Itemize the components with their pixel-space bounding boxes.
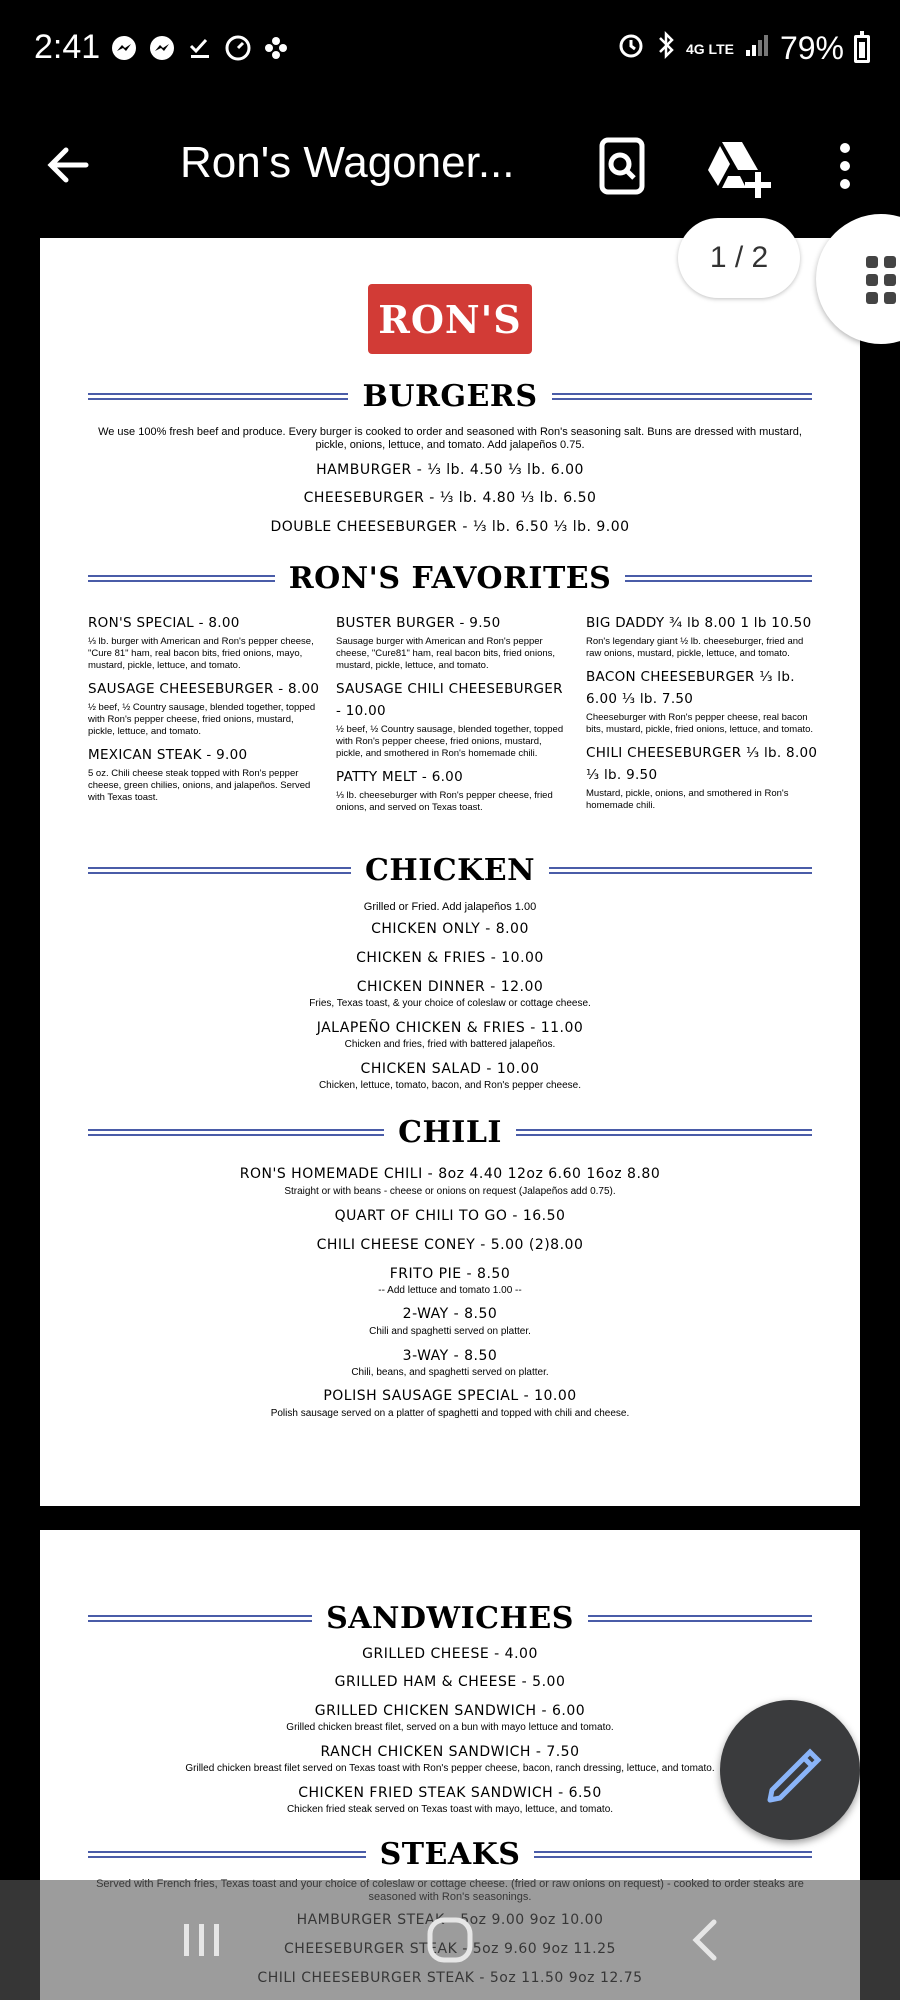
menu-item: HAMBURGER - ⅓ lb. 4.50 ⅓ lb. 6.00 — [316, 462, 584, 478]
chevron-left-icon — [676, 1910, 736, 1970]
document-search-icon — [584, 128, 660, 204]
item-description: Grilled chicken breast filet, served on a bun with mayo lettuce and tomato. — [286, 1722, 614, 1733]
item-description: Straight or with beans - cheese or onions on request (Jalapeños add 0.75). — [284, 1186, 616, 1197]
section-heading-steaks — [88, 1836, 812, 1872]
menu-item: CHEESEBURGER - ⅓ lb. 4.80 ⅓ lb. 6.50 — [303, 490, 597, 506]
section-title: CHILI — [398, 1114, 502, 1150]
divider — [588, 1615, 812, 1622]
item-description: Chicken fried steak served on Texas toast with mayo, lettuce, and tomato. — [286, 1804, 614, 1815]
menu-item: FRITO PIE - 8.50 — [389, 1266, 511, 1282]
section-heading-favorites — [88, 560, 812, 596]
document-title: Ron's Wagoner... — [180, 138, 515, 187]
recent-apps-button[interactable] — [172, 1910, 232, 1970]
favorites-column-1 — [88, 612, 320, 810]
drive-add-icon — [700, 128, 776, 204]
arrow-left-icon — [40, 140, 100, 190]
item-name: SAUSAGE CHILI CHEESEBURGER - 10.00 — [336, 681, 563, 719]
item-description: ⅓ lb. cheeseburger with Ron's pepper cheese, fried onions, and served on Texas toast. — [336, 790, 553, 813]
recents-icon — [172, 1910, 232, 1970]
item-name: RON'S SPECIAL - 8.00 — [88, 615, 240, 631]
network-type-icon: 4G LTE — [685, 40, 734, 57]
menu-item: GRILLED CHICKEN SANDWICH - 6.00 — [314, 1703, 586, 1719]
save-to-drive-button[interactable] — [700, 128, 776, 204]
bluetooth-icon — [656, 30, 676, 67]
favorite-item — [586, 612, 818, 660]
alarm-icon — [616, 30, 646, 67]
menu-item: 2-WAY - 8.50 — [402, 1306, 498, 1322]
item-description: ⅓ lb. burger with American and Ron's pepper cheese, "Cure 81" ham, real bacon bits, fried onions, mayo, mustard, pickle, lettuce, and tomato. — [88, 636, 314, 671]
divider — [534, 1851, 812, 1858]
menu-item: RANCH CHICKEN SANDWICH - 7.50 — [320, 1744, 580, 1760]
favorites-column-2 — [336, 612, 568, 820]
menu-item: CHICKEN SALAD - 10.00 — [360, 1061, 540, 1077]
item-description: Ron's legendary giant ½ lb. cheeseburger, fried and raw onions, mustard, pickle, lettuce, and tomato. — [586, 636, 804, 659]
burgers-description: We use 100% fresh beef and produce. Every burger is cooked to order and seasoned with Ron's seasoning salt. Buns are dressed with mustard, pickle, onions, lettuce, and tomato. Add jalapeños 0.75. — [98, 426, 802, 451]
item-name: PATTY MELT - 6.00 — [336, 769, 463, 785]
messenger-icon — [148, 34, 176, 62]
home-icon — [420, 1910, 480, 1970]
menu-item: CHICKEN & FRIES - 10.00 — [356, 950, 544, 966]
item-description: Polish sausage served on a platter of spaghetti and topped with chili and cheese. — [270, 1408, 630, 1419]
battery-percent: 79% — [779, 30, 844, 66]
item-description: Mustard, pickle, onions, and smothered in Ron's homemade chili. — [586, 788, 789, 811]
menu-item: DOUBLE CHEESEBURGER - ⅓ lb. 6.50 ⅓ lb. 9.00 — [270, 519, 630, 535]
section-title: CHICKEN — [365, 852, 535, 888]
checklist-icon — [186, 34, 214, 62]
drag-handle-icon — [866, 256, 896, 304]
item-name: BACON CHEESEBURGER ⅓ lb. 6.00 ⅓ lb. 7.50 — [586, 669, 795, 707]
battery-icon — [854, 35, 870, 63]
favorites-column-3 — [586, 612, 818, 818]
divider — [88, 1851, 366, 1858]
home-button[interactable] — [420, 1910, 480, 1970]
item-description: Sausage burger with American and Ron's pepper cheese, "Cure81" ham, real bacon bits, fried onions, mustard, pickle, lettuce, and tomato. — [336, 636, 556, 671]
section-heading-chicken — [88, 852, 812, 888]
status-time: 2:41 — [34, 28, 101, 66]
menu-item: CHICKEN ONLY - 8.00 — [371, 921, 529, 937]
divider — [88, 1615, 312, 1622]
item-description: ½ beef, ½ Country sausage, blended together, topped with Ron's pepper cheese, fried onions, mustard, pickle, and smothered in Ron's homemade chili. — [336, 724, 564, 759]
signal-icon — [744, 32, 770, 65]
item-description: Chicken and fries, fried with battered jalapeños. — [344, 1039, 556, 1050]
divider — [88, 575, 275, 582]
item-name: SAUSAGE CHEESEBURGER - 8.00 — [88, 681, 320, 697]
item-description: Cheeseburger with Ron's pepper cheese, real bacon bits, mustard, pickle, fried onions, lettuce, and tomato. — [586, 712, 814, 735]
divider — [88, 393, 348, 400]
item-description: ½ beef, ½ Country sausage, blended together, topped with Ron's pepper cheese, fried onions, mustard, pickle, lettuce, and tomato. — [88, 702, 316, 737]
divider — [516, 1129, 812, 1136]
favorite-item — [586, 666, 818, 736]
divider — [549, 867, 812, 874]
section-heading-sandwiches — [88, 1600, 812, 1636]
favorite-item — [586, 742, 818, 812]
menu-item: CHILI CHEESE CONEY - 5.00 (2)8.00 — [316, 1237, 584, 1253]
section-heading-chili — [88, 1114, 812, 1150]
menu-item: JALAPEÑO CHICKEN & FRIES - 11.00 — [316, 1020, 584, 1036]
find-in-document-button[interactable] — [584, 128, 660, 204]
messenger-icon — [110, 34, 138, 62]
menu-item: CHICKEN DINNER - 12.00 — [356, 979, 544, 995]
notification-icons — [110, 34, 290, 62]
menu-item: QUART OF CHILI TO GO - 16.50 — [334, 1208, 566, 1224]
menu-item: 3-WAY - 8.50 — [402, 1348, 498, 1364]
item-description: Fries, Texas toast, & your choice of coleslaw or cottage cheese. — [309, 998, 591, 1009]
pencil-icon — [720, 1700, 860, 1840]
pdf-page-1 — [40, 238, 860, 1506]
divider — [552, 393, 812, 400]
favorite-item — [88, 744, 320, 804]
item-description: Chicken, lettuce, tomato, bacon, and Ron's pepper cheese. — [318, 1080, 582, 1091]
favorite-item — [336, 612, 568, 672]
divider — [88, 1129, 384, 1136]
item-name: BUSTER BURGER - 9.50 — [336, 615, 501, 631]
section-title: BURGERS — [362, 378, 538, 414]
menu-item: RON'S HOMEMADE CHILI - 8oz 4.40 12oz 6.60 16oz 8.80 — [239, 1166, 661, 1182]
favorite-item — [336, 678, 568, 760]
item-description: Grilled chicken breast filet served on Texas toast with Ron's pepper cheese, bacon, ranch dressing, lettuce, and tomato. — [185, 1763, 715, 1774]
favorite-item — [336, 766, 568, 814]
section-title: STEAKS — [379, 1836, 521, 1872]
more-vert-icon — [820, 128, 870, 204]
navigation-bar — [0, 1880, 900, 2000]
section-heading-burgers — [88, 378, 812, 414]
item-name: CHILI CHEESEBURGER ⅓ lb. 8.00 ⅓ lb. 9.50 — [586, 745, 818, 783]
item-description: Chili, beans, and spaghetti served on platter. — [351, 1367, 549, 1378]
item-name: BIG DADDY ¾ lb 8.00 1 lb 10.50 — [586, 615, 812, 631]
nav-back-button[interactable] — [676, 1910, 736, 1970]
more-options-button[interactable] — [820, 128, 870, 204]
speedometer-icon — [224, 34, 252, 62]
chicken-subtitle: Grilled or Fried. Add jalapeños 1.00 — [363, 901, 537, 913]
item-description: Chili and spaghetti served on platter. — [369, 1326, 531, 1337]
item-description: 5 oz. Chili cheese steak topped with Ron's pepper cheese, green chilies, onions, and jalapeños. Served with Texas toast. — [88, 768, 311, 803]
page-counter: 1 / 2 — [678, 218, 800, 298]
menu-item: CHICKEN FRIED STEAK SANDWICH - 6.50 — [298, 1785, 602, 1801]
menu-item: POLISH SAUSAGE SPECIAL - 10.00 — [323, 1388, 577, 1404]
section-title: SANDWICHES — [326, 1600, 574, 1636]
system-icons — [616, 30, 870, 67]
rons-logo: RON'S — [368, 284, 532, 354]
status-bar — [0, 0, 900, 100]
section-title: RON'S FAVORITES — [288, 560, 612, 596]
item-description: -- Add lettuce and tomato 1.00 -- — [378, 1285, 522, 1296]
divider — [625, 575, 812, 582]
edit-fab-button[interactable] — [720, 1700, 860, 1840]
menu-item: GRILLED CHEESE - 4.00 — [362, 1646, 538, 1662]
item-name: MEXICAN STEAK - 9.00 — [88, 747, 248, 763]
menu-item: GRILLED HAM & CHEESE - 5.00 — [334, 1674, 566, 1690]
favorite-item — [88, 678, 320, 738]
back-button[interactable] — [40, 140, 100, 190]
favorite-item — [88, 612, 320, 672]
divider — [88, 867, 351, 874]
pinwheel-icon — [262, 34, 290, 62]
app-bar — [0, 100, 900, 230]
